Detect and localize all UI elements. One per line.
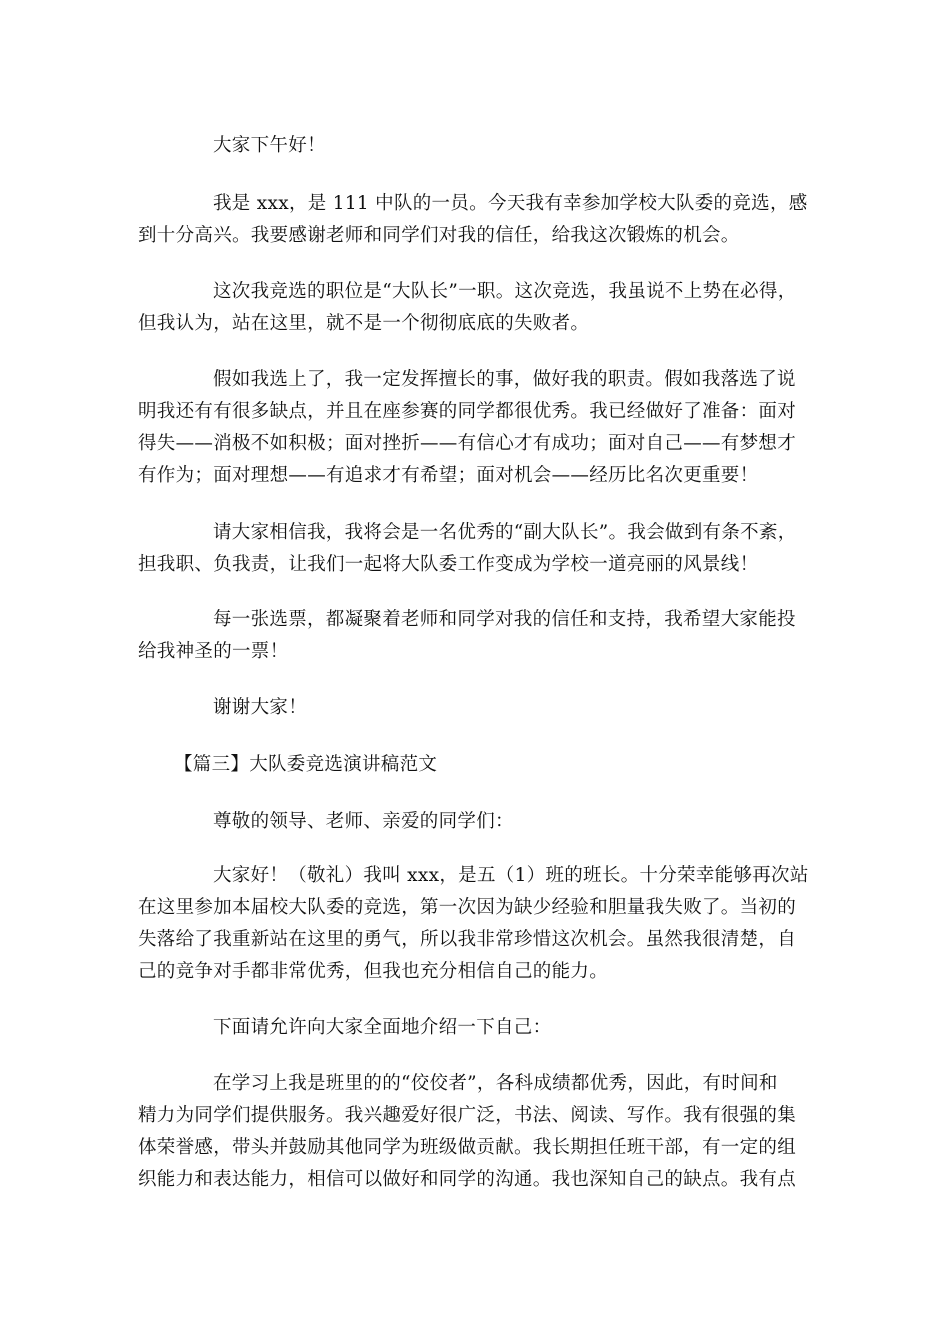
- section-heading: [138, 749, 818, 781]
- greeting-paragraph: [138, 130, 818, 162]
- text-line: 己的竞争对手都非常优秀，但我也充分相信自己的能力。: [138, 961, 609, 982]
- text-line: 精力为同学们提供服务。我兴趣爱好很广泛，书法、阅读、写作。我有很强的集: [138, 1105, 797, 1126]
- commitment-paragraph: [138, 364, 818, 492]
- salutation-paragraph: [138, 806, 818, 838]
- text-line: 每一张选票，都凝聚着老师和同学对我的信任和支持，我希望大家能投: [213, 609, 796, 630]
- introduction-lead-paragraph: [138, 1012, 818, 1044]
- self-intro-paragraph: [138, 860, 818, 988]
- study-paragraph: [138, 1068, 818, 1196]
- intro-paragraph: [138, 188, 818, 252]
- trust-paragraph: [138, 517, 818, 581]
- text-line: 在学习上我是班里的的“佼佼者”，各科成绩都优秀，因此，有时间和: [213, 1073, 778, 1094]
- vote-paragraph: [138, 604, 818, 668]
- text-line: 我是 xxx，是 111 中队的一员。今天我有幸参加学校大队委的竞选，感: [213, 193, 808, 214]
- text-line: 担我职、负我责，让我们一起将大队委工作变成为学校一道亮丽的风景线！: [138, 554, 759, 575]
- text-line: 大家下午好！: [213, 135, 326, 156]
- text-line: 大家好！（敬礼）我叫 xxx，是五（1）班的班长。十分荣幸能够再次站: [213, 865, 809, 886]
- text-line: 请大家相信我，我将会是一名优秀的“副大队长”。我会做到有条不紊，: [213, 522, 797, 543]
- text-line: 假如我选上了，我一定发挥擅长的事，做好我的职责。假如我落选了说: [213, 369, 796, 390]
- position-paragraph: [138, 276, 818, 340]
- text-line: 得失——消极不如积极；面对挫折——有信心才有成功；面对自己——有梦想才: [138, 433, 797, 454]
- text-line: 给我神圣的一票！: [138, 641, 289, 662]
- text-line: 谢谢大家！: [213, 697, 308, 718]
- text-line: 有作为；面对理想——有追求才有希望；面对机会——经历比名次更重要！: [138, 465, 759, 486]
- text-line: 这次我竞选的职位是“大队长”一职。这次竞选，我虽说不上势在必得，: [213, 281, 797, 302]
- text-line: 明我还有有很多缺点，并且在座参赛的同学都很优秀。我已经做好了准备：面对: [138, 401, 797, 422]
- thanks-paragraph: [138, 692, 818, 724]
- text-line: 但我认为，站在这里，就不是一个彻彻底底的失败者。: [138, 313, 590, 334]
- text-line: 体荣誉感，带头并鼓励其他同学为班级做贡献。我长期担任班干部，有一定的组: [138, 1137, 797, 1158]
- text-line: 下面请允许向大家全面地介绍一下自己：: [213, 1017, 552, 1038]
- text-line: 【篇三】大队委竞选演讲稿范文: [174, 754, 438, 775]
- text-line: 在这里参加本届校大队委的竞选，第一次因为缺少经验和胆量我失败了。当初的: [138, 897, 797, 918]
- text-line: 织能力和表达能力，相信可以做好和同学的沟通。我也深知自己的缺点。我有点: [138, 1169, 797, 1190]
- text-line: 到十分高兴。我要感谢老师和同学们对我的信任，给我这次锻炼的机会。: [138, 225, 740, 246]
- text-line: 尊敬的领导、老师、亲爱的同学们：: [213, 811, 514, 832]
- text-line: 失落给了我重新站在这里的勇气，所以我非常珍惜这次机会。虽然我很清楚，自: [138, 929, 797, 950]
